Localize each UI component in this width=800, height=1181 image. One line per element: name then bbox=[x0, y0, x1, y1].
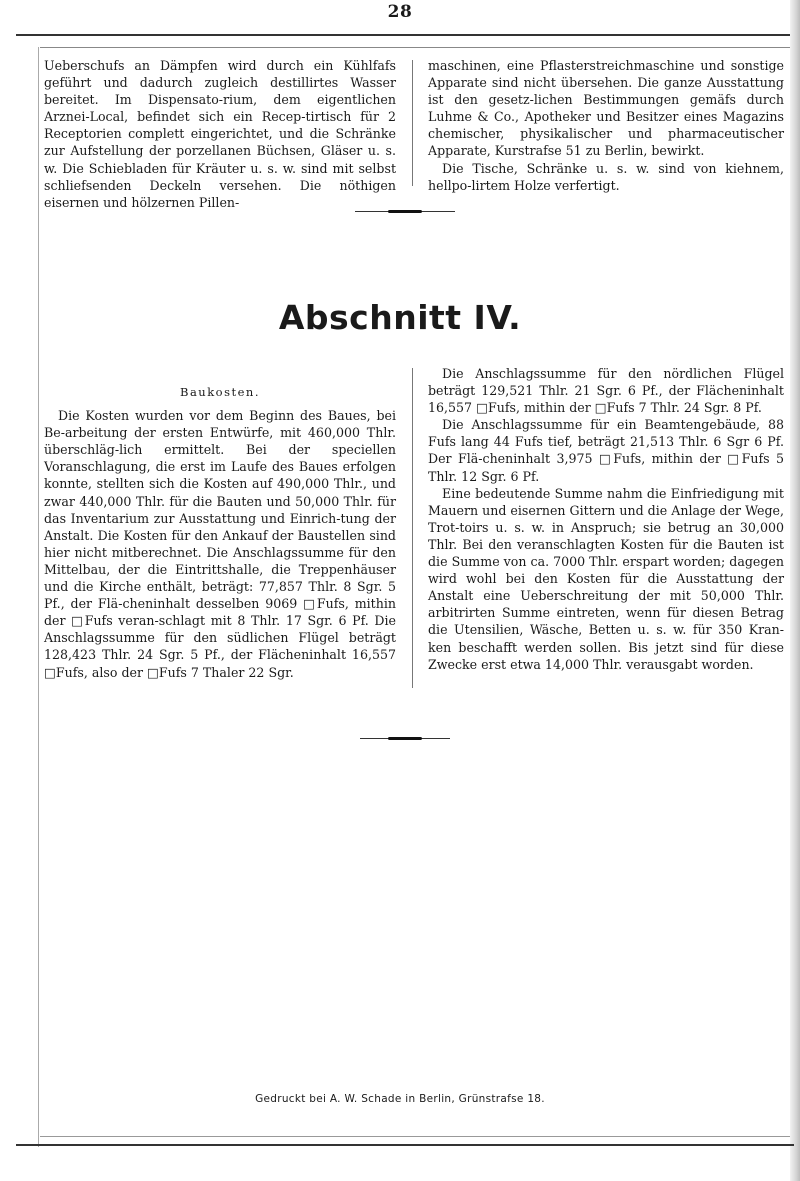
bottom-left-column bbox=[44, 384, 396, 681]
paragraph: maschinen, eine Pflasterstreichmaschine und sonstige Apparate sind nicht übersehen. Die ganze Ausstattung ist den gesetz-lichen Bestimmungen gemäfs durch Luhme & Co., Apotheker und Besitzer eines Magazins chemischer, physikalischer und pharmaceutischer Apparate, Kurstrafse 51 zu Berlin, bewirkt. bbox=[428, 58, 784, 159]
printer-imprint: Gedruckt bei A. W. Schade in Berlin, Grünstrafse 18. bbox=[255, 1093, 545, 1105]
section-title: Abschnitt IV. bbox=[278, 298, 522, 337]
paragraph: Die Anschlagssumme für den nördlichen Flügel beträgt 129,521 Thlr. 21 Sgr. 6 Pf., der Flächeninhalt 16,557 □Fufs, mithin der □Fufs 7 Thlr. 24 Sgr. 8 Pf. bbox=[428, 366, 784, 416]
paragraph: Die Anschlagssumme für ein Beamtengebäude, 88 Fufs lang 44 Fufs tief, beträgt 21,513 Thlr. 6 Sgr 6 Pf. Der Flä-cheninhalt 3,975 □Fufs, mithin der □Fufs 5 Thlr. 12 Sgr. 6 Pf. bbox=[428, 417, 784, 484]
frame-top-rule bbox=[16, 34, 794, 36]
bottom-right-column bbox=[428, 365, 784, 673]
page-edge-shadow bbox=[790, 0, 800, 1181]
column-divider-bottom bbox=[412, 368, 413, 688]
top-right-column bbox=[428, 57, 784, 194]
paragraph: Die Tische, Schränke u. s. w. sind von kiehnem, hellpo-lirtem Holze verfertigt. bbox=[428, 160, 784, 193]
ornamental-rule-top bbox=[355, 211, 455, 212]
frame-bottom-rule bbox=[16, 1144, 794, 1146]
column-divider-top bbox=[412, 60, 413, 186]
subheading: Baukosten. bbox=[180, 385, 260, 399]
paragraph: Die Kosten wurden vor dem Beginn des Baues, bei Be-arbeitung der ersten Entwürfe, mit 460,000 Thlr. überschläg-lich ermittelt. Bei der speciellen Voranschlagung, die erst im Laufe des Baues erfolgen konnte, stellten sich die Kosten auf 490,000 Thlr., und zwar 440,000 Thlr. für die Bauten und 50,000 Thlr. für das Inventarium zur Ausstattung und Einrich-tung der Anstalt. Die Kosten für den Ankauf der Baustellen sind hier nicht mitberechnet. Die Anschlagssumme für den Mittelbau, der die Eintrittshalle, die Treppenhäuser und die Kirche enthält, beträgt: 77,857 Thlr. 8 Sgr. 5 Pf., der Flä-cheninhalt desselben 9069 □Fufs, mithin der □Fufs veran-schlagt mit 8 Thlr. 17 Sgr. 6 Pf. Die Anschlagssumme für den südlichen Flügel beträgt 128,423 Thlr. 24 Sgr. 5 Pf., der Flächeninhalt 16,557 □Fufs, also der □Fufs 7 Thaler 22 Sgr. bbox=[44, 408, 396, 680]
paragraph: Eine bedeutende Summe nahm die Einfriedigung mit Mauern und eisernen Gittern und die Anlage der Wege, Trot-toirs u. s. w. in Anspruch; sie betrug an 30,000 Thlr. Bei den veranschlagten Kosten für die Bauten ist die Summe von ca. 7000 Thlr. erspart worden; dagegen wird wohl bei den Kosten für die Ausstattung der Anstalt eine Ueberschreitung der mit 50,000 Thlr. arbitrirten Summe eintreten, wenn für diesen Betrag die Utensilien, Wäsche, Betten u. s. w. für 350 Kran-ken beschafft werden sollen. Bis jetzt sind für diese Zwecke erst etwa 14,000 Thlr. verausgabt worden. bbox=[428, 485, 784, 672]
paragraph: Ueberschufs an Dämpfen wird durch ein Kühlfafs geführt und dadurch zugleich destillirtes Wasser bereitet. Im Dispensato-rium, dem eigentlichen Arznei-Local, befindet sich ein Recep-tirtisch für 2 Receptorien complett eingerichtet, und die Schränke zur Aufstellung der porzellanen Büchsen, Gläser u. s. w. Die Schiebladen für Kräuter u. s. w. sind mit selbst schliefsenden Deckeln versehen. Die nöthigen eisernen und hölzernen Pillen- bbox=[44, 58, 396, 210]
top-left-column bbox=[44, 57, 396, 211]
frame-inner-bottom-rule bbox=[40, 1136, 790, 1137]
frame-left-rule bbox=[38, 47, 39, 1147]
frame-inner-top-rule bbox=[40, 47, 800, 48]
page-number: 28 bbox=[387, 2, 413, 22]
ornamental-rule-bottom bbox=[360, 738, 450, 739]
